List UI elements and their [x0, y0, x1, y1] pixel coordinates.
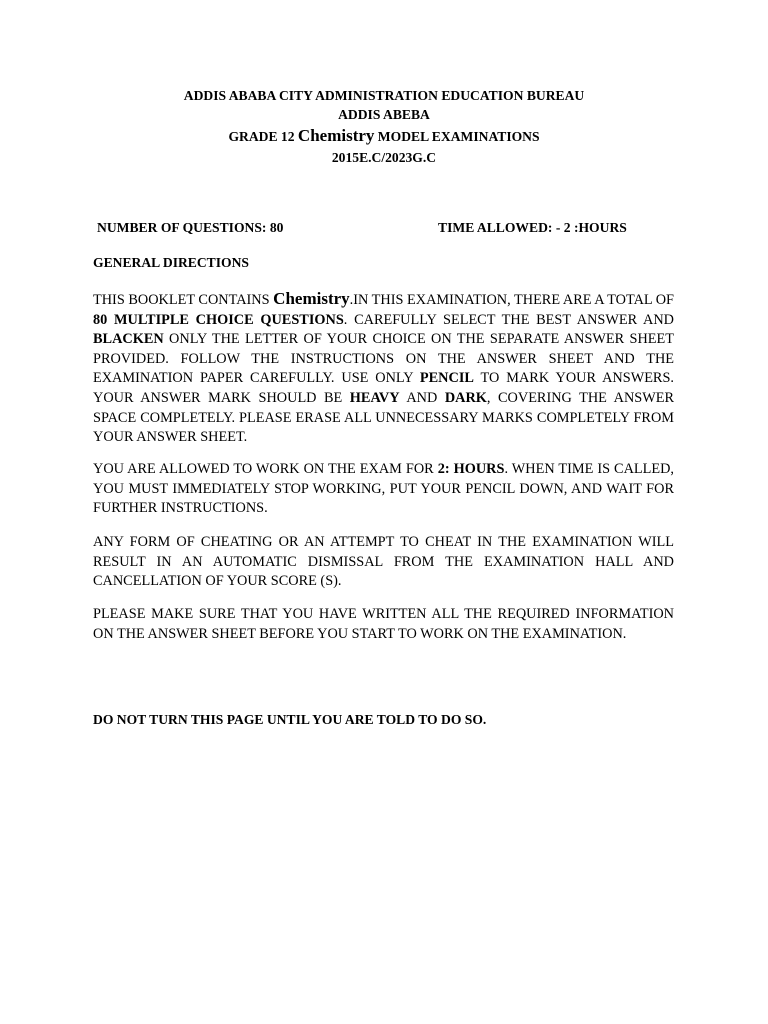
p1-text-4: ONLY THE LETTER OF YOUR CHOICE ON THE SEPARATE ANSWER SHEET PROVIDED. FOLLOW THE INSTRUCTIONS ON THE ANSWER SHEET AND THE EXAMINATION PAPER CAREFULLY. USE ONLY: [93, 331, 674, 387]
p1-bold-blacken: BLACKEN: [93, 331, 164, 348]
do-not-turn-notice: DO NOT TURN THIS PAGE UNTIL YOU ARE TOLD TO DO SO.: [93, 712, 487, 727]
p1-text-5: TO MARK YOUR ANSWERS. YOUR ANSWER MARK SHOULD BE: [93, 370, 674, 406]
p1-bold-pencil: PENCIL: [419, 370, 474, 387]
city-name-text: ADDIS ABEBA: [338, 107, 430, 122]
general-directions-heading: GENERAL DIRECTIONS: [93, 255, 249, 270]
directions-paragraph-2: [93, 460, 674, 519]
exam-subject: Chemistry: [297, 126, 375, 145]
p1-bold-heavy: HEAVY: [349, 389, 400, 406]
number-of-questions: NUMBER OF QUESTIONS: 80: [97, 220, 284, 235]
bureau-title-text: ADDIS ABABA CITY ADMINISTRATION EDUCATION BUREAU: [183, 88, 585, 103]
bureau-title: [0, 87, 768, 104]
city-name: [0, 106, 768, 123]
exam-year: [0, 149, 768, 166]
exam-title: [0, 127, 768, 145]
time-allowed: TIME ALLOWED: - 2 :HOURS: [438, 220, 627, 235]
p1-text-6: AND: [399, 389, 445, 406]
directions-paragraph-4: PLEASE MAKE SURE THAT YOU HAVE WRITTEN ALL THE REQUIRED INFORMATION ON THE ANSWER SHEET BEFORE YOU START TO WORK ON THE EXAMINATION.: [93, 606, 674, 642]
p2-text-1: YOU ARE ALLOWED TO WORK ON THE EXAM FOR: [93, 461, 438, 477]
directions-paragraph-3: ANY FORM OF CHEATING OR AN ATTEMPT TO CHEAT IN THE EXAMINATION WILL RESULT IN AN AUTOMATIC DISMISSAL FROM THE EXAMINATION HALL AND CANCELLATION OF YOUR SCORE (S).: [93, 534, 674, 590]
exam-title-text: [0, 127, 768, 145]
exam-title-prefix: GRADE 12: [228, 129, 298, 144]
p1-text-3: . CAREFULLY SELECT THE BEST ANSWER AND: [343, 311, 675, 328]
p2-bold-hours: 2: HOURS: [437, 461, 505, 477]
p2-text-2: . WHEN TIME IS CALLED, YOU MUST IMMEDIATELY STOP WORKING, PUT YOUR PENCIL DOWN, AND WAIT FOR FURTHER INSTRUCTIONS.: [93, 461, 674, 517]
p1-text-1: THIS BOOKLET CONTAINS: [93, 292, 274, 308]
exam-year-text: 2015E.C/2023G.C: [331, 150, 437, 165]
p1-bold-questions: 80 MULTIPLE CHOICE QUESTIONS: [93, 311, 344, 328]
p1-subject: Chemistry: [273, 289, 350, 308]
p1-text-2: .IN THIS EXAMINATION, THERE ARE A TOTAL OF: [349, 292, 674, 308]
p1-text-7: , COVERING THE ANSWER SPACE COMPLETELY. PLEASE ERASE ALL UNNECESSARY MARKS COMPLETELY FROM YOUR ANSWER SHEET.: [93, 389, 674, 446]
exam-title-suffix: MODEL EXAMINATIONS: [374, 129, 540, 144]
directions-paragraph-1: [93, 289, 674, 448]
p1-bold-dark: DARK: [444, 389, 487, 406]
